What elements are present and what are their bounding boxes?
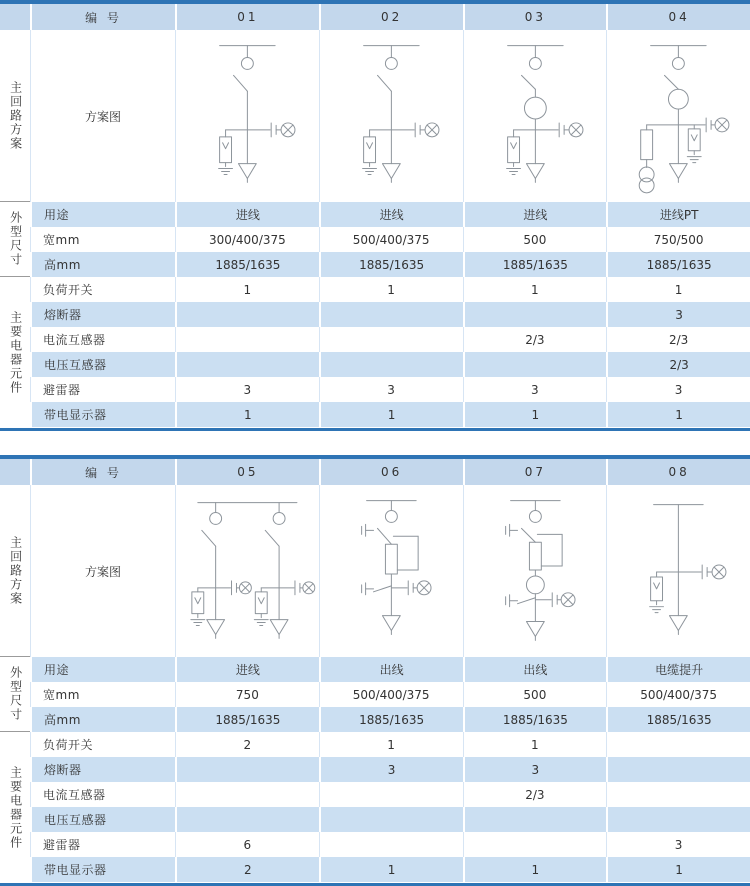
- scheme-08-diagram: [607, 488, 750, 654]
- cell-04-live_display: 1: [606, 402, 750, 427]
- cell-02-load_switch: 1: [319, 277, 463, 302]
- cell-08-usage: 电缆提升: [606, 657, 750, 682]
- diagram-label-cell: 方案图: [30, 30, 175, 202]
- diagram-cell-07: [463, 485, 607, 657]
- table-2-sidebar: [0, 459, 30, 883]
- cell-03-voltage_transformer: [463, 352, 607, 377]
- data-row-width_mm: [30, 682, 750, 707]
- data-row-arrester: [30, 377, 750, 402]
- cell-06-usage: 出线: [319, 657, 463, 682]
- cell-07-arrester: [463, 832, 607, 857]
- row-label-load_switch: 负荷开关: [30, 277, 175, 302]
- sidebar-components-label: 主要电器元件: [8, 765, 23, 850]
- cell-06-voltage_transformer: [319, 807, 463, 832]
- row-label-current_transformer: 电流互感器: [30, 782, 175, 807]
- cell-08-load_switch: [606, 732, 750, 757]
- header-label-cell: 编 号: [30, 4, 175, 30]
- sidebar-section-dimensions: [0, 657, 30, 732]
- diagram-cell-02: [319, 30, 463, 202]
- cell-02-arrester: 3: [319, 377, 463, 402]
- column-header-03: 03: [463, 4, 607, 30]
- diagram-label-cell: 方案图: [30, 485, 175, 657]
- cell-05-voltage_transformer: [175, 807, 319, 832]
- diagram-cell-06: [319, 485, 463, 657]
- scheme-table-2: [0, 455, 750, 886]
- table-1-main: [30, 4, 750, 428]
- cell-07-fuse: 3: [463, 757, 607, 782]
- cell-02-voltage_transformer: [319, 352, 463, 377]
- data-row-load_switch: [30, 277, 750, 302]
- sidebar-main-circuit-label: 主回路方案: [8, 535, 23, 606]
- scheme-06-diagram: [320, 488, 463, 654]
- data-row-live_display: [30, 402, 750, 427]
- row-label-current_transformer: 电流互感器: [30, 327, 175, 352]
- cell-07-width_mm: 500: [463, 682, 607, 707]
- table-1-sidebar: [0, 4, 30, 428]
- cell-02-width_mm: 500/400/375: [319, 227, 463, 252]
- row-label-load_switch: 负荷开关: [30, 732, 175, 757]
- column-header-07: 07: [463, 459, 607, 485]
- row-label-live_display: 带电显示器: [30, 402, 175, 427]
- row-label-voltage_transformer: 电压互感器: [30, 352, 175, 377]
- scheme-03-diagram: [464, 33, 607, 199]
- sidebar-header-spacer: [0, 459, 30, 485]
- cell-06-live_display: 1: [319, 857, 463, 882]
- cell-04-current_transformer: 2/3: [606, 327, 750, 352]
- cell-02-fuse: [319, 302, 463, 327]
- sidebar-section-dimensions: [0, 202, 30, 277]
- sidebar-components-label: 主要电器元件: [8, 310, 23, 395]
- cell-04-usage: 进线PT: [606, 202, 750, 227]
- column-header-04: 04: [606, 4, 750, 30]
- data-row-height_mm: [30, 252, 750, 277]
- cell-06-load_switch: 1: [319, 732, 463, 757]
- cell-07-height_mm: 1885/1635: [463, 707, 607, 732]
- row-label-height_mm: 高mm: [30, 707, 175, 732]
- cell-07-voltage_transformer: [463, 807, 607, 832]
- cell-03-usage: 进线: [463, 202, 607, 227]
- scheme-02-diagram: [320, 33, 463, 199]
- row-label-height_mm: 高mm: [30, 252, 175, 277]
- row-label-usage: 用途: [30, 202, 175, 227]
- diagram-row: [30, 485, 750, 657]
- row-label-voltage_transformer: 电压互感器: [30, 807, 175, 832]
- diagram-row: [30, 30, 750, 202]
- row-label-arrester: 避雷器: [30, 832, 175, 857]
- data-row-fuse: [30, 757, 750, 782]
- cell-08-height_mm: 1885/1635: [606, 707, 750, 732]
- cell-01-height_mm: 1885/1635: [175, 252, 319, 277]
- scheme-05-diagram: [176, 488, 319, 654]
- header-label-cell: 编 号: [30, 459, 175, 485]
- cell-06-height_mm: 1885/1635: [319, 707, 463, 732]
- data-row-current_transformer: [30, 327, 750, 352]
- cell-07-current_transformer: 2/3: [463, 782, 607, 807]
- data-row-height_mm: [30, 707, 750, 732]
- column-header-05: 05: [175, 459, 319, 485]
- data-row-fuse: [30, 302, 750, 327]
- header-row: [30, 459, 750, 485]
- cell-06-arrester: [319, 832, 463, 857]
- cell-02-height_mm: 1885/1635: [319, 252, 463, 277]
- diagram-cell-01: [175, 30, 319, 202]
- data-row-usage: [30, 202, 750, 227]
- row-label-width_mm: 宽mm: [30, 682, 175, 707]
- cell-03-live_display: 1: [463, 402, 607, 427]
- cell-04-arrester: 3: [606, 377, 750, 402]
- scheme-04-diagram: [607, 33, 750, 199]
- cell-08-arrester: 3: [606, 832, 750, 857]
- data-row-arrester: [30, 832, 750, 857]
- row-label-fuse: 熔断器: [30, 757, 175, 782]
- cell-03-height_mm: 1885/1635: [463, 252, 607, 277]
- data-row-live_display: [30, 857, 750, 882]
- row-label-arrester: 避雷器: [30, 377, 175, 402]
- scheme-table-1: [0, 0, 750, 431]
- cell-03-fuse: [463, 302, 607, 327]
- column-header-01: 01: [175, 4, 319, 30]
- sidebar-section-components: [0, 277, 30, 428]
- cell-02-usage: 进线: [319, 202, 463, 227]
- data-row-voltage_transformer: [30, 352, 750, 377]
- cell-01-current_transformer: [175, 327, 319, 352]
- data-row-width_mm: [30, 227, 750, 252]
- cell-01-fuse: [175, 302, 319, 327]
- cell-08-width_mm: 500/400/375: [606, 682, 750, 707]
- sidebar-header-spacer: [0, 4, 30, 30]
- cell-01-load_switch: 1: [175, 277, 319, 302]
- cell-04-load_switch: 1: [606, 277, 750, 302]
- sidebar-dimensions-label: 外型尺寸: [8, 211, 23, 267]
- cell-01-width_mm: 300/400/375: [175, 227, 319, 252]
- cell-03-current_transformer: 2/3: [463, 327, 607, 352]
- cell-05-load_switch: 2: [175, 732, 319, 757]
- cell-03-load_switch: 1: [463, 277, 607, 302]
- cell-05-height_mm: 1885/1635: [175, 707, 319, 732]
- row-label-usage: 用途: [30, 657, 175, 682]
- cell-06-fuse: 3: [319, 757, 463, 782]
- cell-05-width_mm: 750: [175, 682, 319, 707]
- cell-05-usage: 进线: [175, 657, 319, 682]
- cell-08-live_display: 1: [606, 857, 750, 882]
- scheme-07-diagram: [464, 488, 607, 654]
- cell-07-usage: 出线: [463, 657, 607, 682]
- cell-08-current_transformer: [606, 782, 750, 807]
- cell-04-fuse: 3: [606, 302, 750, 327]
- cell-05-current_transformer: [175, 782, 319, 807]
- scheme-01-diagram: [176, 33, 319, 199]
- column-header-06: 06: [319, 459, 463, 485]
- cell-06-current_transformer: [319, 782, 463, 807]
- row-label-live_display: 带电显示器: [30, 857, 175, 882]
- sidebar-dimensions-label: 外型尺寸: [8, 666, 23, 722]
- cell-02-current_transformer: [319, 327, 463, 352]
- sidebar-section-components: [0, 732, 30, 883]
- data-row-voltage_transformer: [30, 807, 750, 832]
- cell-04-height_mm: 1885/1635: [606, 252, 750, 277]
- table-2-main: [30, 459, 750, 883]
- cell-01-usage: 进线: [175, 202, 319, 227]
- diagram-cell-03: [463, 30, 607, 202]
- cell-07-load_switch: 1: [463, 732, 607, 757]
- cell-03-width_mm: 500: [463, 227, 607, 252]
- data-row-current_transformer: [30, 782, 750, 807]
- cell-08-voltage_transformer: [606, 807, 750, 832]
- row-label-width_mm: 宽mm: [30, 227, 175, 252]
- cell-08-fuse: [606, 757, 750, 782]
- diagram-cell-05: [175, 485, 319, 657]
- data-row-usage: [30, 657, 750, 682]
- sidebar-section-main-circuit: [0, 30, 30, 202]
- cell-03-arrester: 3: [463, 377, 607, 402]
- cell-05-live_display: 2: [175, 857, 319, 882]
- cell-01-live_display: 1: [175, 402, 319, 427]
- column-header-02: 02: [319, 4, 463, 30]
- sidebar-section-main-circuit: [0, 485, 30, 657]
- cell-05-fuse: [175, 757, 319, 782]
- cell-07-live_display: 1: [463, 857, 607, 882]
- column-header-08: 08: [606, 459, 750, 485]
- diagram-cell-04: [606, 30, 750, 202]
- cell-06-width_mm: 500/400/375: [319, 682, 463, 707]
- row-label-fuse: 熔断器: [30, 302, 175, 327]
- cell-04-voltage_transformer: 2/3: [606, 352, 750, 377]
- cell-05-arrester: 6: [175, 832, 319, 857]
- sidebar-main-circuit-label: 主回路方案: [8, 80, 23, 151]
- diagram-cell-08: [606, 485, 750, 657]
- data-row-load_switch: [30, 732, 750, 757]
- cell-01-voltage_transformer: [175, 352, 319, 377]
- cell-02-live_display: 1: [319, 402, 463, 427]
- cell-01-arrester: 3: [175, 377, 319, 402]
- cell-04-width_mm: 750/500: [606, 227, 750, 252]
- header-row: [30, 4, 750, 30]
